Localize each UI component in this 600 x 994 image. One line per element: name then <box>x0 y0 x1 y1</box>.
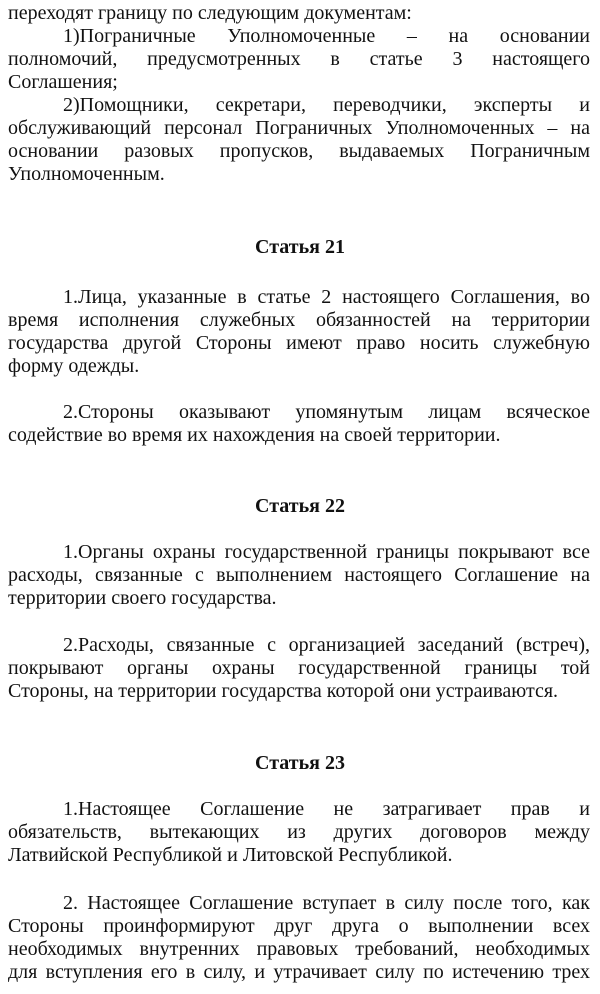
article-heading: Статья 23 <box>255 752 345 774</box>
text-line: 1.Лица, указанные в статье 2 настоящего Соглашения, во <box>63 286 590 308</box>
text-line: 2. Настоящее Соглашение вступает в силу после того, как <box>63 892 590 914</box>
text-line: 1)Пограничные Уполномоченные – на основании <box>63 25 590 47</box>
article-heading: Статья 21 <box>255 236 345 258</box>
text-line: 1.Настоящее Соглашение не затрагивает прав и <box>63 798 590 820</box>
text-line: необходимых внутренних правовых требований, необходимых <box>8 938 590 960</box>
text-line: Латвийской Республикой и Литовской Республикой. <box>8 844 453 866</box>
text-line: для вступления его в силу, и утрачивает силу по истечению трех <box>8 961 590 983</box>
text-line: покрывают органы охраны государственной границы той <box>8 657 590 679</box>
text-line: 2.Стороны оказывают упомянутым лицам всяческое <box>63 401 590 423</box>
text-line: обслуживающий персонал Пограничных Уполномоченных – на <box>8 117 590 139</box>
text-line: 2)Помощники, секретари, переводчики, эксперты и <box>63 94 590 116</box>
text-line: 2.Расходы, связанные с организацией заседаний (встреч), <box>63 634 590 656</box>
text-line: Стороны, на территории государства которой они устраиваются. <box>8 680 559 702</box>
text-line: основании разовых пропусков, выдаваемых Пограничным <box>8 140 590 162</box>
text-line: полномочий, предусмотренных в статье 3 настоящего <box>8 48 590 70</box>
text-line: Уполномоченным. <box>8 163 165 185</box>
text-line: государства другой Стороны имеют право носить служебную <box>8 332 590 354</box>
text-line: расходы, связанные с выполнением настоящего Соглашение на <box>8 564 590 586</box>
text-line: 1.Органы охраны государственной границы покрывают все <box>63 541 590 563</box>
text-line: содействие во время их нахождения на своей территории. <box>8 424 501 446</box>
text-line: Стороны проинформируют друг друга о выполнении всех <box>8 915 590 937</box>
text-line: обязательств, вытекающих из других договоров между <box>8 821 590 843</box>
text-line: форму одежды. <box>8 355 140 377</box>
text-line: переходят границу по следующим документам: <box>8 2 412 24</box>
text-line: территории своего государства. <box>8 587 277 609</box>
article-heading: Статья 22 <box>255 495 345 517</box>
text-line: время исполнения служебных обязанностей на территории <box>8 309 590 331</box>
text-line: Соглашения; <box>8 71 118 93</box>
